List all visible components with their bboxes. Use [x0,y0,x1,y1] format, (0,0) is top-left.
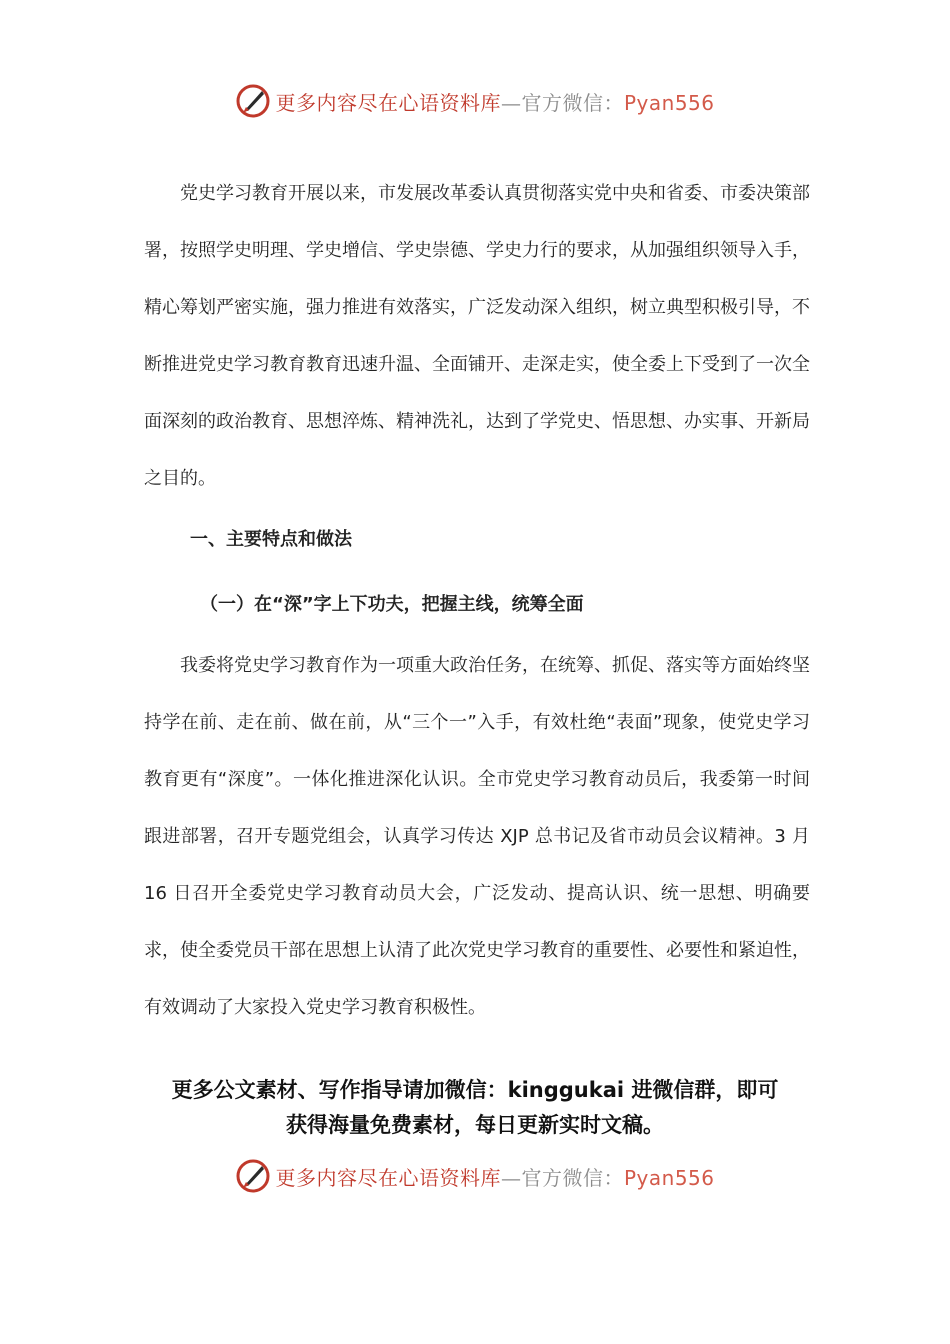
promo-line-2: 获得海量免费素材，每日更新实时文稿。 [286,1113,664,1137]
promo-notice [120,1073,830,1143]
banner-dash: — [500,1165,522,1190]
banner-sub-text: 官方微信： [521,1165,624,1190]
banner-dash: — [500,90,522,115]
subsection-heading: （一）在“深”字上下功夫，把握主线，统筹全面 [200,594,584,615]
document-body [144,165,810,1036]
section-heading: 一、主要特点和做法 [190,529,352,550]
banner-main-text: 更多内容尽在心语资料库 [275,1165,501,1190]
promo-line-1: 更多公文素材、写作指导请加微信：kinggukai 进微信群，即可 [171,1078,779,1102]
banner-wechat-id: Pyan556 [623,90,715,115]
banner-sub-text: 官方微信： [521,90,624,115]
quill-pen-logo-icon [235,1158,271,1194]
banner-text [275,1162,714,1191]
header-banner [0,83,950,119]
quill-pen-logo-icon [235,83,271,119]
body-paragraph: 我委将党史学习教育作为一项重大政治任务，在统筹、抓促、落实等方面始终坚持学在前、走在前、做在前，从“三个一”入手，有效杜绝“表面”现象，使党史学习教育更有“深度”。一体化推进深化认识。全市党史学习教育动员后，我委第一时间跟进部署，召开专题党组会，认真学习传达 XJP 总书记及省市动员会议精神。3 月 16 日召开全委党史学习教育动员大会，广泛发动、提高认识、统一思想、明确要求，使全委党员干部在思想上认清了此次党史学习教育的重要性、必要性和紧迫性，有效调动了大家投入党史学习教育积极性。 [144,655,810,1018]
banner-text [275,87,714,116]
footer-banner [0,1158,950,1194]
intro-paragraph: 党史学习教育开展以来，市发展改革委认真贯彻落实党中央和省委、市委决策部署，按照学史明理、学史增信、学史崇德、学史力行的要求，从加强组织领导入手，精心筹划严密实施，强力推进有效落实，广泛发动深入组织，树立典型积极引导，不断推进党史学习教育教育迅速升温、全面铺开、走深走实，使全委上下受到了一次全面深刻的政治教育、思想淬炼、精神洗礼，达到了学党史、悟思想、办实事、开新局之目的。 [144,183,810,489]
banner-wechat-id: Pyan556 [623,1165,715,1190]
banner-main-text: 更多内容尽在心语资料库 [275,90,501,115]
